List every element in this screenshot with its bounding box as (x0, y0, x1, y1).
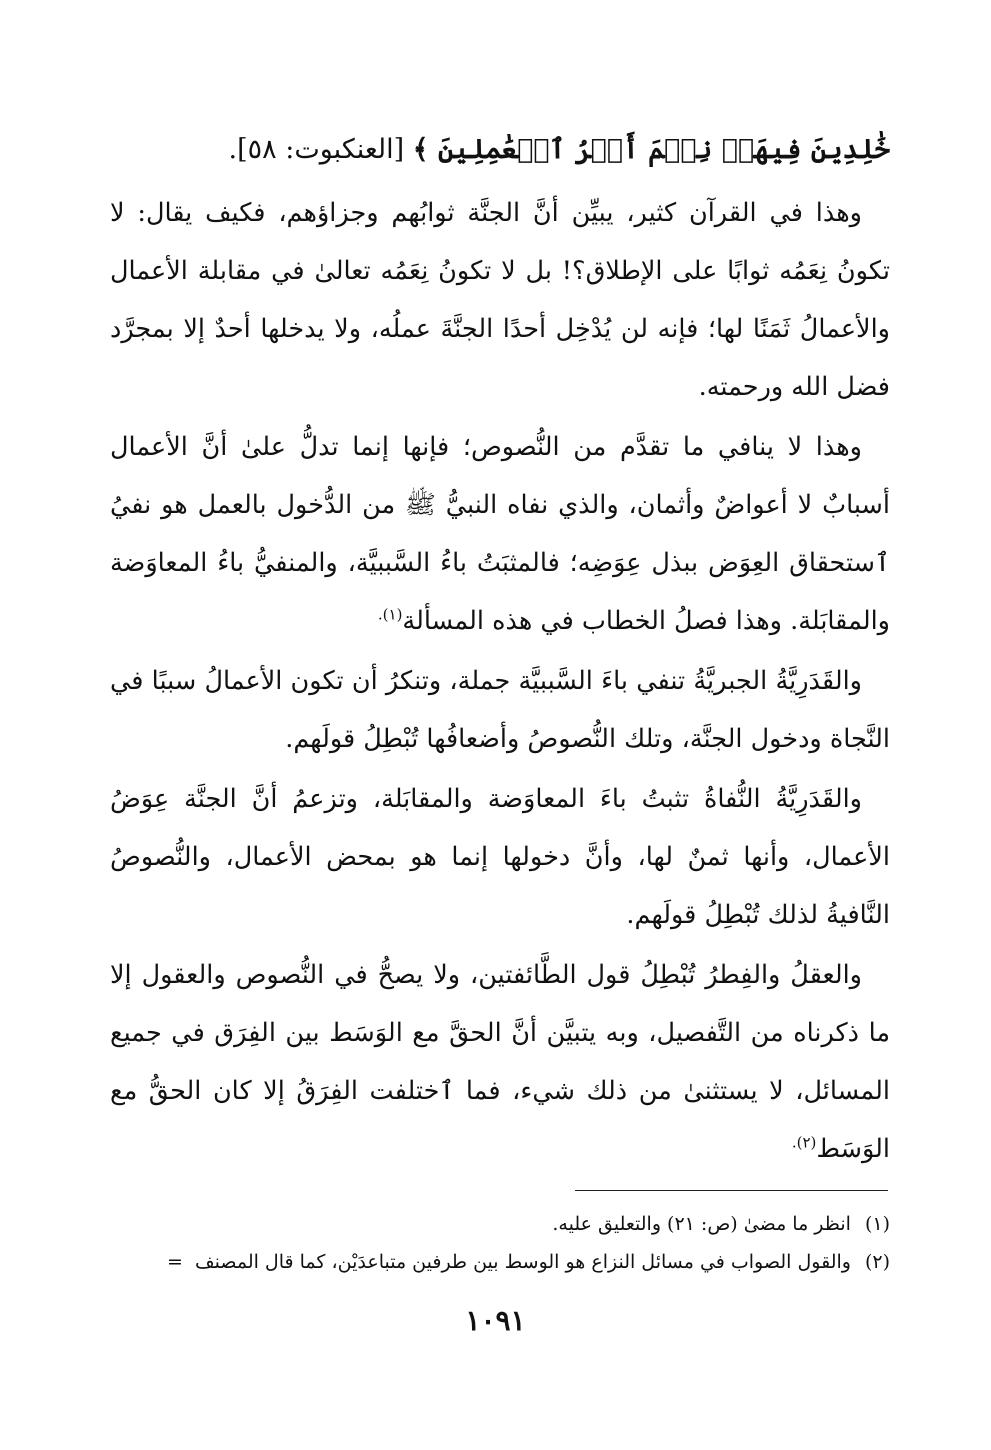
footnote-ref-1[interactable]: (١). (377, 605, 403, 624)
footnote-number: (٢) (864, 1251, 890, 1273)
paragraph-1: وهذا في القرآن كثير، يبيِّن أنَّ الجنَّة ثوابُهم وجزاؤهم، فكيف يقال: لا تكونُ نِعَمُه ثوابًا على الإطلاق؟! بل لا تكونُ نِعَمُه تعالىٰ في مقابلة الأعمال والأعمالُ ثَمَنًا لها؛ فإنه لن يُدْخِل أحدًا الجنَّةَ عملُه، ولا يدخلها أحدٌ إلا بمجرَّد فضل الله ورحمته. (110, 198, 890, 402)
footnote-1 (80, 1205, 890, 1243)
paragraph-3: والقَدَرِيَّةُ الجبريَّةُ تنفي باءَ السَّببيَّة جملة، وتنكرُ أن تكون الأعمالُ سببًا في النَّجاة ودخول الجنَّة، وتلك النُّصوصُ وأضعافُها تُبْطِلُ قولَهم. (110, 666, 890, 754)
quran-verse-line (110, 130, 890, 170)
verse-citation: [العنكبوت: ٥٨]. (228, 134, 405, 165)
quran-verse: خَٰلِدِينَ فِيهَاۚ نِعۡمَ أَجۡرُ ٱلۡعَٰمِلِينَ ﴾ (412, 134, 890, 165)
main-text (110, 130, 890, 1180)
paragraph-5: والعقلُ والفِطرُ تُبْطِلُ قول الطَّائفتين، ولا يصحُّ في النُّصوص والعقول إلا ما ذكرناه من التَّفصيل، وبه يتبيَّن أنَّ الحقَّ مع الوَسَط بين الفِرَق في جميع المسائل، لا يستثنىٰ من ذلك شيء، فما ٱختلفت الفِرَقُ إلا كان الحقُّ مع الوَسَط$^{(٢).}$ (110, 960, 890, 1164)
paragraph-2: وهذا لا ينافي ما تقدَّم من النُّصوص؛ فإنها إنما تدلُّ علىٰ أنَّ الأعمال أسبابٌ لا أعواضٌ وأثمان، والذي نفاه النبيُّ ﷺ من الدُّخول بالعمل هو نفيُ ٱستحقاق العِوَض ببذل عِوَضِه؛ فالمثبَتُ باءُ السَّببيَّة، والمنفيُّ باءُ المعاوَضة والمقابَلة. وهذا فصلُ الخطاب في هذه المسألة$^{(١).}$ (110, 432, 890, 636)
footnote-2 (80, 1243, 890, 1281)
footnote-text: والقول الصواب في مسائل النزاع هو الوسط بين طرفين متباعدَيْن، كما قال المصنف (194, 1251, 851, 1273)
footnote-text: انظر ما مضىٰ (ص: ٢١) والتعليق عليه. (552, 1213, 851, 1235)
footnote-ref-2[interactable]: (٢). (791, 1133, 817, 1152)
footnote-divider (575, 1190, 888, 1191)
footnotes (80, 1205, 890, 1281)
continuation-mark: = (167, 1251, 183, 1273)
page-number: ١٠٩١ (465, 1304, 526, 1337)
paragraph-4: والقَدَرِيَّةُ النُّفاةُ تثبتُ باءَ المعاوَضة والمقابَلة، وتزعمُ أنَّ الجنَّة عِوَضُ الأعمال، وأنها ثمنٌ لها، وأنَّ دخولها إنما هو بمحض الأعمال، والنُّصوصُ النَّافيةُ لذلك تُبْطِلُ قولَهم. (110, 784, 890, 930)
footnote-number: (١) (864, 1213, 890, 1235)
